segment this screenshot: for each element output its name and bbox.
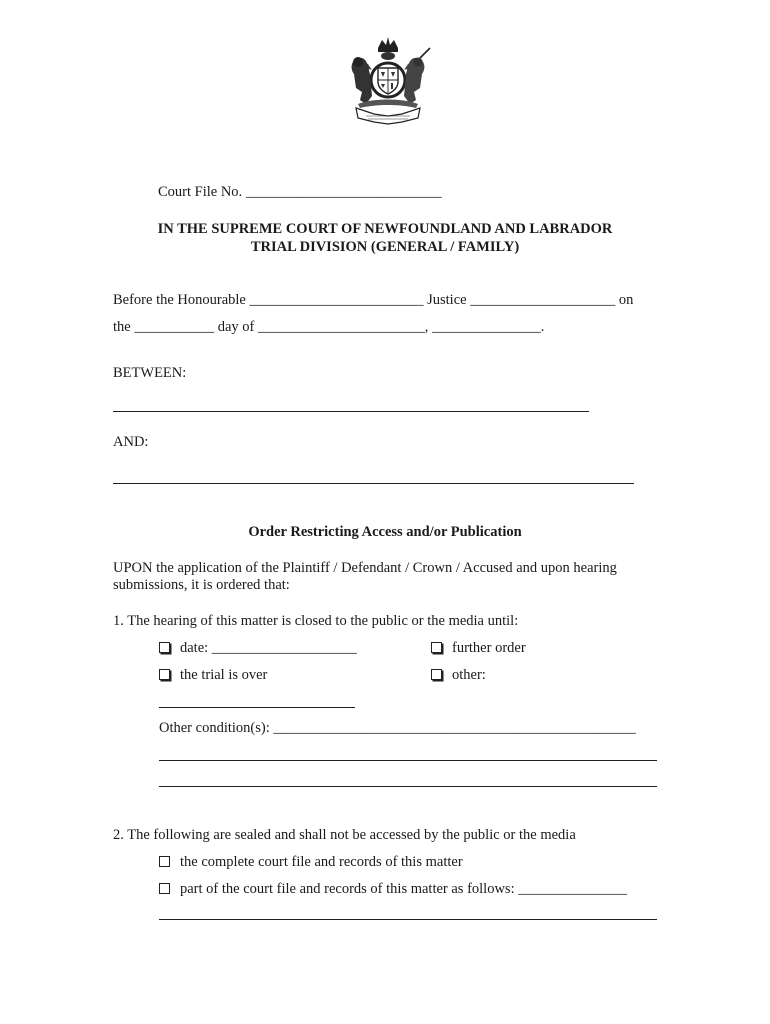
court-file-blank[interactable]: ___________________________ (245, 184, 442, 200)
court-title: IN THE SUPREME COURT OF NEWFOUNDLAND AND LABRADOR (157, 221, 613, 237)
item-2-text: 2. The following are sealed and shall not be accessed by the public or the media (113, 827, 576, 843)
other-checkbox-icon[interactable] (431, 669, 442, 680)
other-blank-line[interactable] (159, 707, 355, 708)
complete-file-checkbox-icon[interactable] (159, 856, 170, 867)
court-file-no[interactable] (158, 183, 442, 201)
conditions-line-2[interactable] (159, 760, 657, 761)
other-conditions[interactable]: Other condition(s): __________________________________________________ (159, 720, 636, 736)
before-line-1[interactable]: Before the Honourable ________________________ Justice ____________________ on (113, 292, 634, 308)
court-file-label: Court File No. (158, 184, 243, 200)
part-file-line-2[interactable] (159, 919, 657, 920)
option-part-file-label: part of the court file and records of this matter as follows: _______________ (180, 881, 627, 897)
royal-coat-of-arms-icon (338, 34, 438, 126)
date-checkbox-icon[interactable] (159, 642, 170, 653)
option-other[interactable] (431, 666, 486, 684)
before-line-2[interactable]: the ___________ day of _______________________, _______________. (113, 319, 545, 335)
option-complete-file[interactable] (159, 853, 463, 871)
option-complete-file-label: the complete court file and records of this matter (180, 854, 463, 870)
option-date[interactable] (159, 639, 357, 657)
second-party-line[interactable] (113, 483, 634, 484)
trial-over-checkbox-icon[interactable] (159, 669, 170, 680)
order-intro-line-1: UPON the application of the Plaintiff / Defendant / Crown / Accused and upon hearing (113, 560, 617, 576)
between-label: BETWEEN: (113, 365, 187, 381)
option-further-order-label: further order (452, 640, 526, 656)
further-order-checkbox-icon[interactable] (431, 642, 442, 653)
conditions-line-3[interactable] (159, 786, 657, 787)
option-trial-over-label: the trial is over (180, 667, 268, 683)
order-intro-line-2: submissions, it is ordered that: (113, 577, 290, 593)
option-trial-over[interactable] (159, 666, 267, 684)
court-division: TRIAL DIVISION (GENERAL / FAMILY) (250, 239, 520, 255)
part-file-checkbox-icon[interactable] (159, 883, 170, 894)
first-party-line[interactable] (113, 411, 589, 412)
and-label: AND: (113, 434, 149, 450)
option-other-label: other: (452, 667, 486, 683)
option-part-file[interactable] (159, 880, 627, 898)
option-date-label: date: ____________________ (180, 640, 357, 656)
item-1-text: 1. The hearing of this matter is closed to the public or the media until: (113, 613, 519, 629)
option-further-order[interactable] (431, 639, 526, 657)
order-title: Order Restricting Access and/or Publication (248, 524, 522, 540)
